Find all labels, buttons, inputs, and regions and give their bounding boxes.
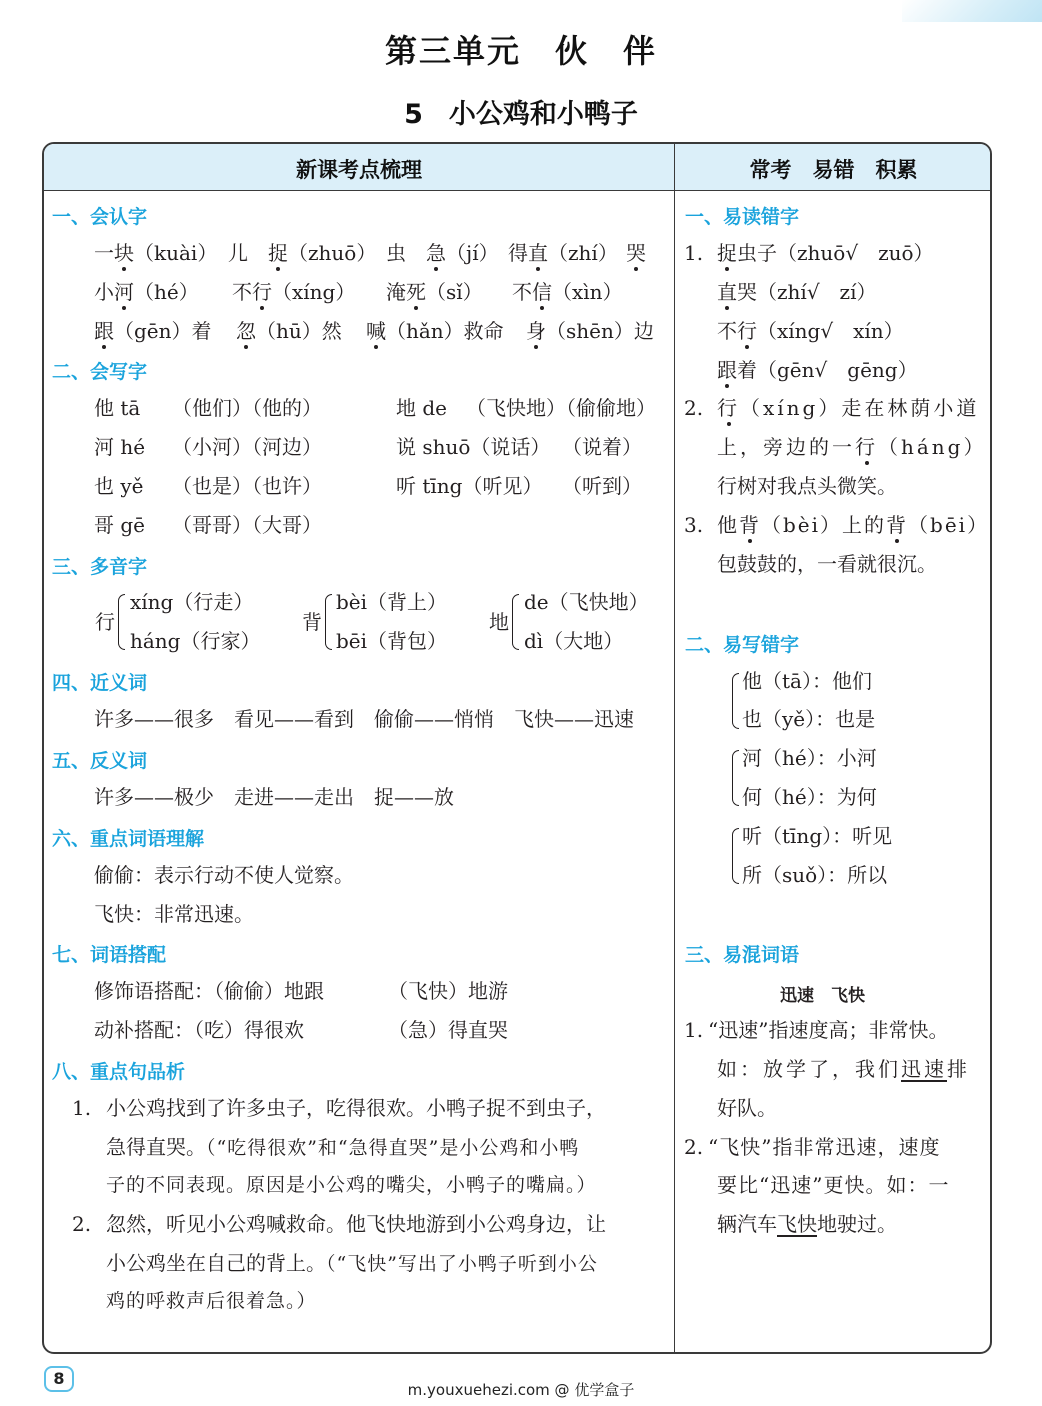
polyphone-reading: háng（行家）: [130, 629, 261, 653]
lesson-name: 小公鸡和小鸭子: [448, 99, 638, 130]
misread-sentence: 行树对我点头微笑。: [717, 474, 897, 498]
corner-decoration: [902, 0, 1042, 22]
antonyms: 许多——极少 走进——走出 捉——放: [94, 785, 454, 809]
recognize-item: 忽（hū）然: [236, 319, 342, 343]
confusing-words-text: “迅速”指速度高；非常快。: [708, 1018, 949, 1042]
key-sentence: 忽然，听见小公鸡喊救命。他飞快地游到小公鸡身边，让: [106, 1212, 606, 1236]
misread-sentence: 包鼓鼓的，一看就很沉。: [717, 552, 937, 576]
write-words: （他们）（他的）: [172, 396, 322, 420]
char-pair-item: 何（hé）：为何: [742, 785, 877, 809]
brace: [512, 594, 519, 650]
lesson-title: [0, 92, 1042, 131]
confusing-words-text: “飞快”指非常迅速，速度: [708, 1135, 941, 1159]
write-char: 听 tīng（听见）: [396, 474, 543, 498]
polyphone-reading: bēi（背包）: [336, 629, 448, 653]
sentence-analysis: 鸡的呼救声后很着急。）: [106, 1290, 317, 1312]
recognize-item: 小河（hé）: [94, 280, 199, 304]
recognize-item: 虫 急（jí）: [386, 241, 499, 265]
char-pair-item: 河（hé）：小河: [742, 746, 877, 770]
char-pair-item: 所（suǒ）：所以: [742, 863, 888, 887]
write-char: 地 de: [396, 396, 447, 420]
sentence-analysis: 子的不同表现。原因是小公鸡的嘴尖，小鸭子的嘴扁。）: [106, 1174, 597, 1196]
brace: [732, 673, 739, 729]
section-title: 五、反义词: [52, 750, 148, 772]
write-char: 河 hé: [94, 435, 146, 459]
word-meaning: 飞快：非常迅速。: [94, 902, 254, 926]
recognize-item: 喊（hǎn）救命: [366, 319, 504, 343]
confusing-words-text: 如：放学了，我们迅速排: [717, 1057, 970, 1081]
write-words: （飞快地）（偷偷地）: [466, 396, 656, 420]
recognize-item: 得直（zhí）: [508, 241, 618, 265]
write-words: （说着）: [562, 435, 642, 459]
polyphone-reading: de（飞快地）: [524, 590, 649, 614]
confusing-words-text: 要比“迅速”更快。如：一: [717, 1173, 950, 1197]
recognize-item: 跟（gēn）着: [94, 319, 212, 343]
write-words: （也是）（也许）: [172, 474, 322, 498]
key-sentence: 小公鸡坐在自己的背上。（“飞快”写出了小鸭子听到小公: [106, 1251, 598, 1275]
confusing-words-text: 好队。: [717, 1096, 777, 1120]
misread-sentence: 他背（bèi）上的背（bēi）: [717, 513, 990, 537]
recognize-item: 淹死（sǐ）: [386, 280, 483, 304]
recognize-row-1: 一块（kuài）: [94, 241, 218, 265]
polyphone-reading: xíng（行走）: [130, 590, 254, 614]
collocation: （飞快）地游: [388, 979, 508, 1003]
section-title: 七、词语搭配: [52, 944, 167, 966]
unit-title: 第三单元 伙 伴: [384, 32, 657, 70]
char-pair-item: 也（yě）：也是: [742, 707, 876, 731]
misread-item: 捉虫子（zhuō√ zuō）: [717, 241, 934, 265]
item-number: 2.: [684, 1135, 704, 1159]
item-number: 2.: [72, 1212, 92, 1236]
polyphone-char: 行: [95, 610, 115, 634]
section-title: 二、会写字: [52, 361, 148, 383]
misread-sentence: 行（xíng）走在林荫小道: [717, 396, 980, 420]
column-divider: [674, 144, 675, 1352]
section-title: 六、重点词语理解: [52, 828, 205, 850]
char-pair-item: 他（tā）：他们: [742, 669, 872, 693]
item-number: 1.: [72, 1096, 92, 1120]
write-words: （听到）: [562, 474, 642, 498]
recognize-item: 不行（xíng）: [232, 280, 356, 304]
section-title: 三、易混词语: [685, 944, 800, 966]
recognize-item: 哭: [626, 241, 646, 265]
section-title: 二、易写错字: [685, 634, 800, 656]
confusing-words-text: 辆汽车飞快地驶过。: [717, 1212, 897, 1236]
write-words: （小河）（河边）: [172, 435, 322, 459]
footer-watermark: m.youxuehezi.com @ 优学盒子: [407, 1381, 635, 1399]
collocation: 动补搭配：（吃）得很欢: [94, 1018, 304, 1042]
item-number: 2.: [684, 396, 704, 420]
write-char: 也 yě: [94, 474, 144, 498]
collocation: （急）得直哭: [388, 1018, 508, 1042]
polyphone-char: 背: [302, 610, 322, 634]
section-title: 一、会认字: [52, 206, 148, 228]
brace: [118, 594, 125, 650]
item-number: 1.: [684, 1018, 704, 1042]
char-pair-item: 听（tīng）：听见: [742, 824, 893, 848]
write-char: 他 tā: [94, 396, 141, 420]
polyphone-reading: dì（大地）: [524, 629, 624, 653]
section-title: 八、重点句品析: [52, 1061, 186, 1083]
brace: [732, 828, 739, 884]
misread-item: 不行（xíng√ xín）: [717, 319, 904, 343]
right-column-header: 常考 易错 积累: [749, 158, 918, 182]
item-number: 3.: [684, 513, 704, 537]
confusing-words-subtitle: 迅速 飞快: [780, 986, 865, 1006]
collocation: 修饰语搭配：（偷偷）地跟: [94, 979, 324, 1003]
misread-sentence: 上，旁边的一行（háng）: [717, 435, 987, 459]
write-words: （哥哥）（大哥）: [172, 513, 322, 537]
word-meaning: 偷偷：表示行动不使人觉察。: [94, 863, 354, 887]
write-char: 说 shuō（说话）: [396, 435, 551, 459]
page-number: 8: [44, 1366, 74, 1392]
key-sentence: 急得直哭。（“吃得很欢”和“急得直哭”是小公鸡和小鸭: [106, 1135, 580, 1159]
recognize-item: 身（shēn）边: [526, 319, 654, 343]
recognize-item: 儿 捉（zhuō）: [228, 241, 377, 265]
brace: [732, 750, 739, 806]
polyphone-char: 地: [489, 610, 509, 634]
write-char: 哥 gē: [94, 513, 145, 537]
recognize-item: 不信（xìn）: [512, 280, 623, 304]
left-column-header: 新课考点梳理: [296, 158, 422, 182]
section-title: 三、多音字: [52, 556, 148, 578]
misread-item: 跟着（gēn√ gēng）: [717, 358, 918, 382]
item-number: 1.: [684, 241, 704, 265]
polyphone-reading: bèi（背上）: [336, 590, 448, 614]
brace: [325, 594, 332, 650]
section-title: 一、易读错字: [685, 206, 800, 228]
misread-item: 直哭（zhí√ zí）: [717, 280, 877, 304]
key-sentence: 小公鸡找到了许多虫子，吃得很欢。小鸭子捉不到虫子，: [106, 1096, 606, 1120]
lesson-number: 5: [404, 99, 423, 130]
synonyms: 许多——很多 看见——看到 偷偷——悄悄 飞快——迅速: [94, 707, 634, 731]
section-title: 四、近义词: [52, 672, 148, 694]
